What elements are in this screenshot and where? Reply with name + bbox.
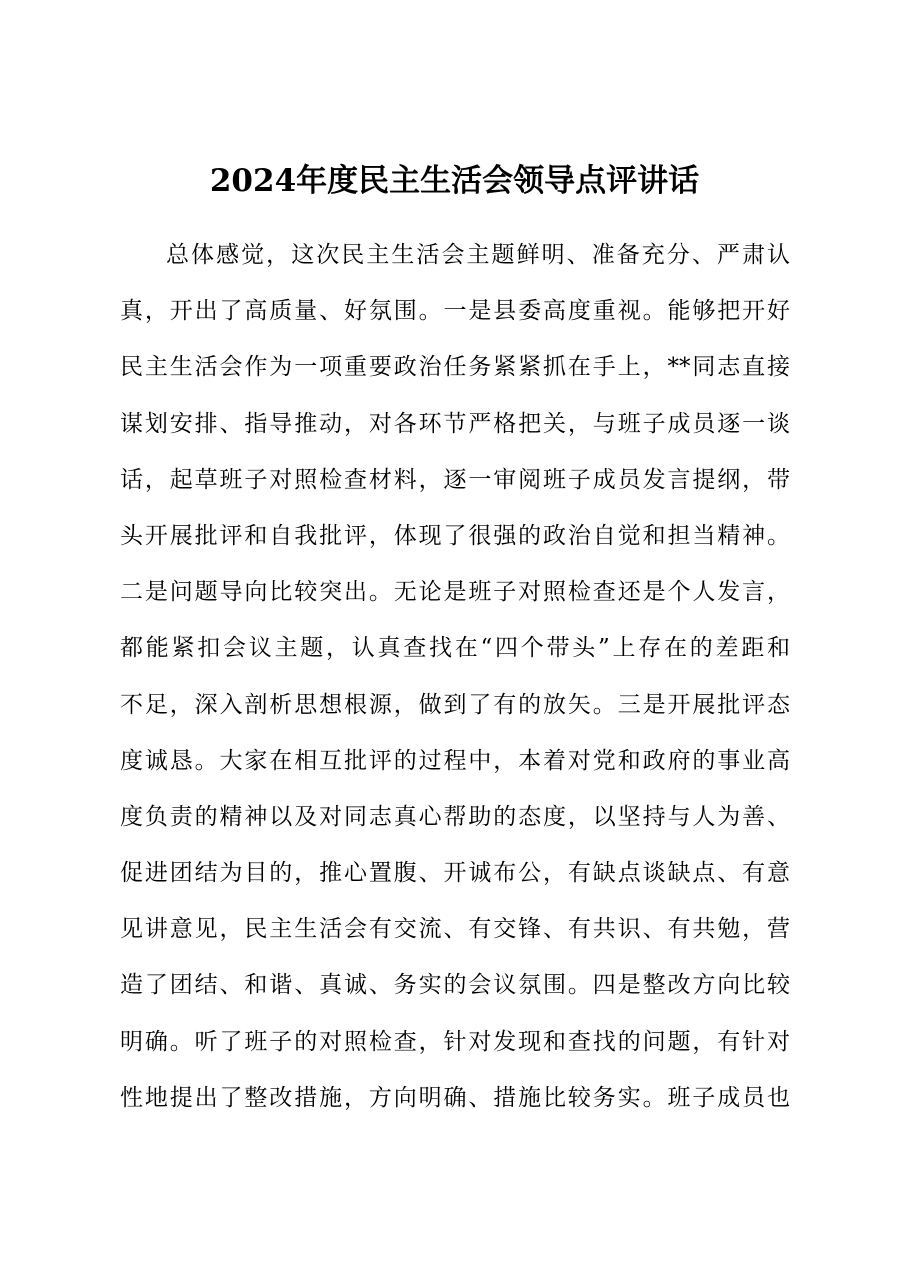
body-line: 话，起草班子对照检查材料，逐一审阅班子成员发言提纲，带 (120, 466, 790, 493)
body-line: 明确。听了班子的对照检查，针对发现和查找的问题，有针对 (120, 1028, 790, 1055)
document-body (120, 227, 790, 1126)
body-line: 二是问题导向比较突出。无论是班子对照检查还是个人发言， (120, 579, 790, 606)
body-line: 不足，深入剖析思想根源，做到了有的放矢。三是开展批评态 (120, 691, 790, 718)
body-line: 促进团结为目的，推心置腹、开诚布公，有缺点谈缺点、有意 (120, 860, 790, 887)
body-line: 民主生活会作为一项重要政治任务紧紧抓在手上，**同志直接 (120, 354, 790, 381)
body-line: 谋划安排、指导推动，对各环节严格把关，与班子成员逐一谈 (120, 410, 790, 437)
body-line: 头开展批评和自我批评，体现了很强的政治自觉和担当精神。 (120, 522, 790, 549)
body-line: 性地提出了整改措施，方向明确、措施比较务实。班子成员也 (120, 1084, 790, 1111)
body-line: 见讲意见，民主生活会有交流、有交锋、有共识、有共勉，营 (120, 916, 790, 943)
body-line: 造了团结、和谐、真诚、务实的会议氛围。四是整改方向比较 (120, 972, 790, 999)
document-title: 2024年度民主生活会领导点评讲话 (209, 163, 700, 199)
body-line: 度诚恳。大家在相互批评的过程中，本着对党和政府的事业高 (120, 747, 790, 774)
body-line: 总体感觉，这次民主生活会主题鲜明、准备充分、严肃认 (166, 242, 790, 268)
body-line: 真，开出了高质量、好氛围。一是县委高度重视。能够把开好 (120, 298, 790, 325)
body-line: 度负责的精神以及对同志真心帮助的态度，以坚持与人为善、 (120, 803, 790, 830)
body-line: 都能紧扣会议主题，认真查找在“四个带头”上存在的差距和 (120, 635, 790, 662)
